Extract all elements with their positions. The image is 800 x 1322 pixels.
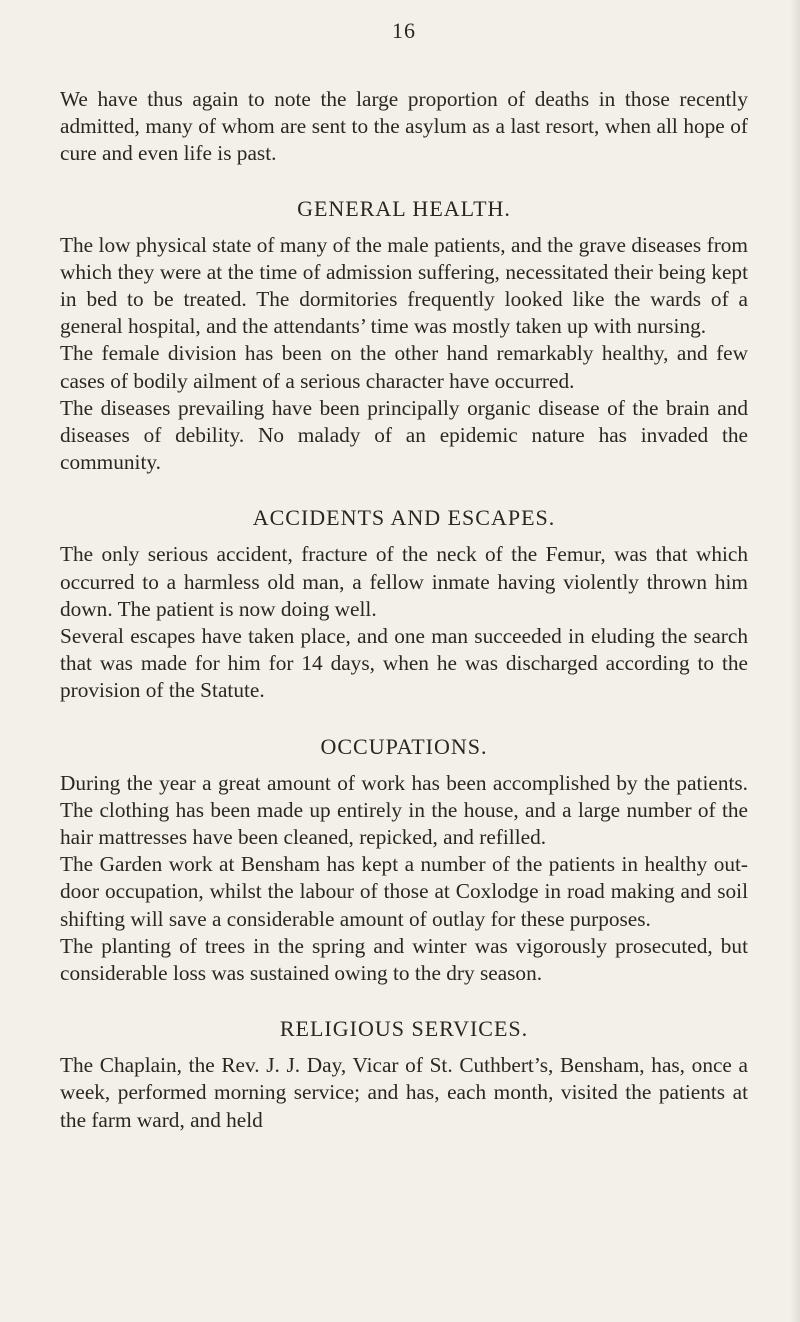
paragraph: The planting of trees in the spring and winter was vigorously prosecuted, but considerable loss was sustained owing to the dry season.	[60, 933, 748, 986]
heading-accidents-escapes: ACCIDENTS AND ESCAPES.	[252, 505, 556, 531]
heading-general-health: GENERAL HEALTH.	[297, 195, 511, 221]
paragraph: The diseases prevailing have been principally organic disease of the brain and diseases of debility. No malady of an epidemic nature has invaded the community.	[60, 395, 748, 475]
page-number: 16	[392, 18, 416, 43]
paragraph: The Chaplain, the Rev. J. J. Day, Vicar of St. Cuthbert’s, Bensham, has, once a week, performed morning service; and has, each month, visited the patients at the farm ward, and held	[60, 1053, 748, 1132]
heading-occupations: OCCUPATIONS.	[320, 733, 488, 759]
paragraph: The only serious accident, fracture of the neck of the Femur, was that which occurred to a harmless old man, a fellow inmate having violently thrown him down. The patient is now doing well.	[60, 542, 748, 621]
heading-religious-services: RELIGIOUS SERVICES.	[279, 1016, 529, 1042]
paragraph: The Garden work at Bensham has kept a number of the patients in healthy out-door occupation, whilst the labour of those at Coxlodge in road making and soil shifting will save a considerable amount of outlay for these purposes.	[60, 852, 748, 931]
paragraph: Several escapes have taken place, and one man succeeded in eluding the search that was made for him for 14 days, when he was discharged according to the provision of the Statute.	[60, 624, 748, 703]
paragraph: The female division has been on the other hand remarkably healthy, and few cases of bodily ailment of a serious character have occurred.	[60, 341, 748, 393]
paragraph: The low physical state of many of the male patients, and the grave diseases from which they were at the time of admission suffering, necessitated their being kept in bed to be treated. The dormitories frequently looked like the wards of a general hospital, and the attendants’ time was mostly taken up with nursing.	[60, 232, 748, 339]
intro-paragraph: We have thus again to note the large proportion of deaths in those recently admitted, many of whom are sent to the asylum as a last resort, when all hope of cure and even life is past.	[60, 87, 748, 166]
paragraph: During the year a great amount of work has been accomplished by the patients. The clothing has been made up entirely in the house, and a large number of the hair mattresses have been cleaned, repicked, and refilled.	[60, 770, 748, 850]
page-edge-shadow	[790, 0, 800, 1322]
